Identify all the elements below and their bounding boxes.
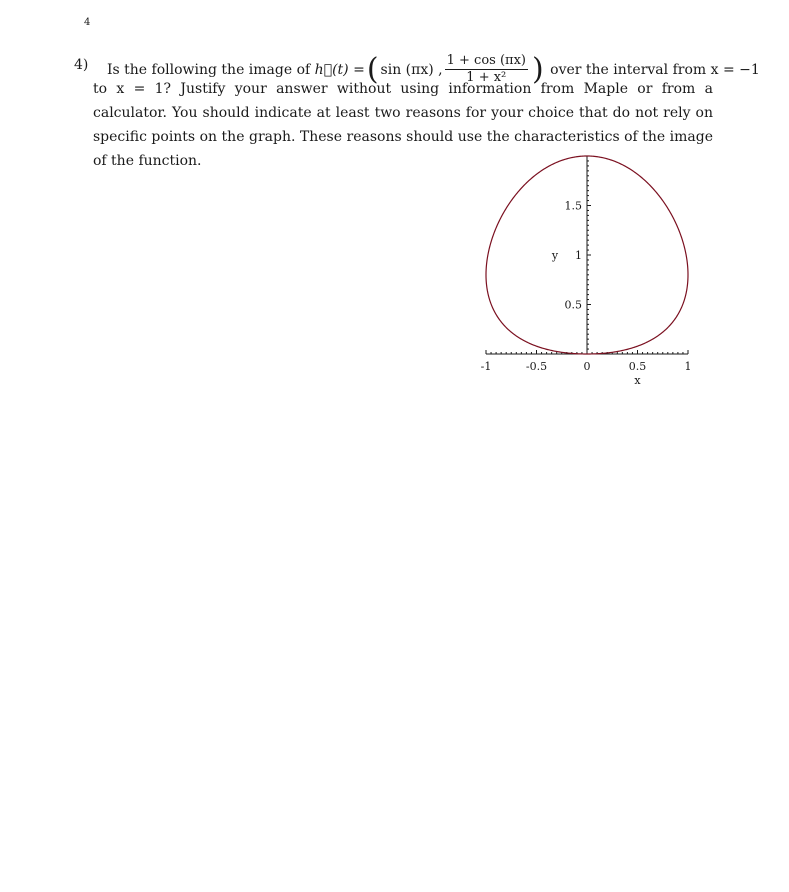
problem-continuation: to x = 1? Justify your answer without using information from Maple or from a calculator. You should indicate at least two reasons for your choice that do not rely on specific points on the graph. These reasons should use the characteristics of the image of the function. [93,81,713,169]
x-axis-label: x [634,374,641,387]
x-tick-label: -0.5 [525,360,548,373]
right-paren: ) [531,51,544,87]
x-tick-label: 0.5 [628,360,647,373]
tick-labels [481,200,692,388]
plot-axes [486,156,688,354]
x-tick-label: 1 [684,360,692,373]
y-axis-label: y [551,249,559,262]
problem-number: 4) [74,57,89,73]
page-number: 4 [84,17,91,28]
vector-function-name: h⃗(t) = [314,61,365,78]
fraction-denominator: 1 + x² [466,70,507,85]
x-tick-label: 0 [583,360,591,373]
fraction-numerator: 1 + cos (πx) [446,53,526,68]
parametric-plot [470,150,710,400]
left-paren: ( [366,51,379,87]
y-tick-label: 1.5 [564,199,582,213]
interval-text: over the interval from x = −1 [550,61,760,78]
problem-intro: Is the following the image of [107,61,311,78]
component-x: sin (πx) , [380,61,443,78]
x-tick-label: -1 [480,360,492,373]
y-tick-label: 0.5 [564,298,582,312]
y-tick-label: 1 [575,249,582,262]
